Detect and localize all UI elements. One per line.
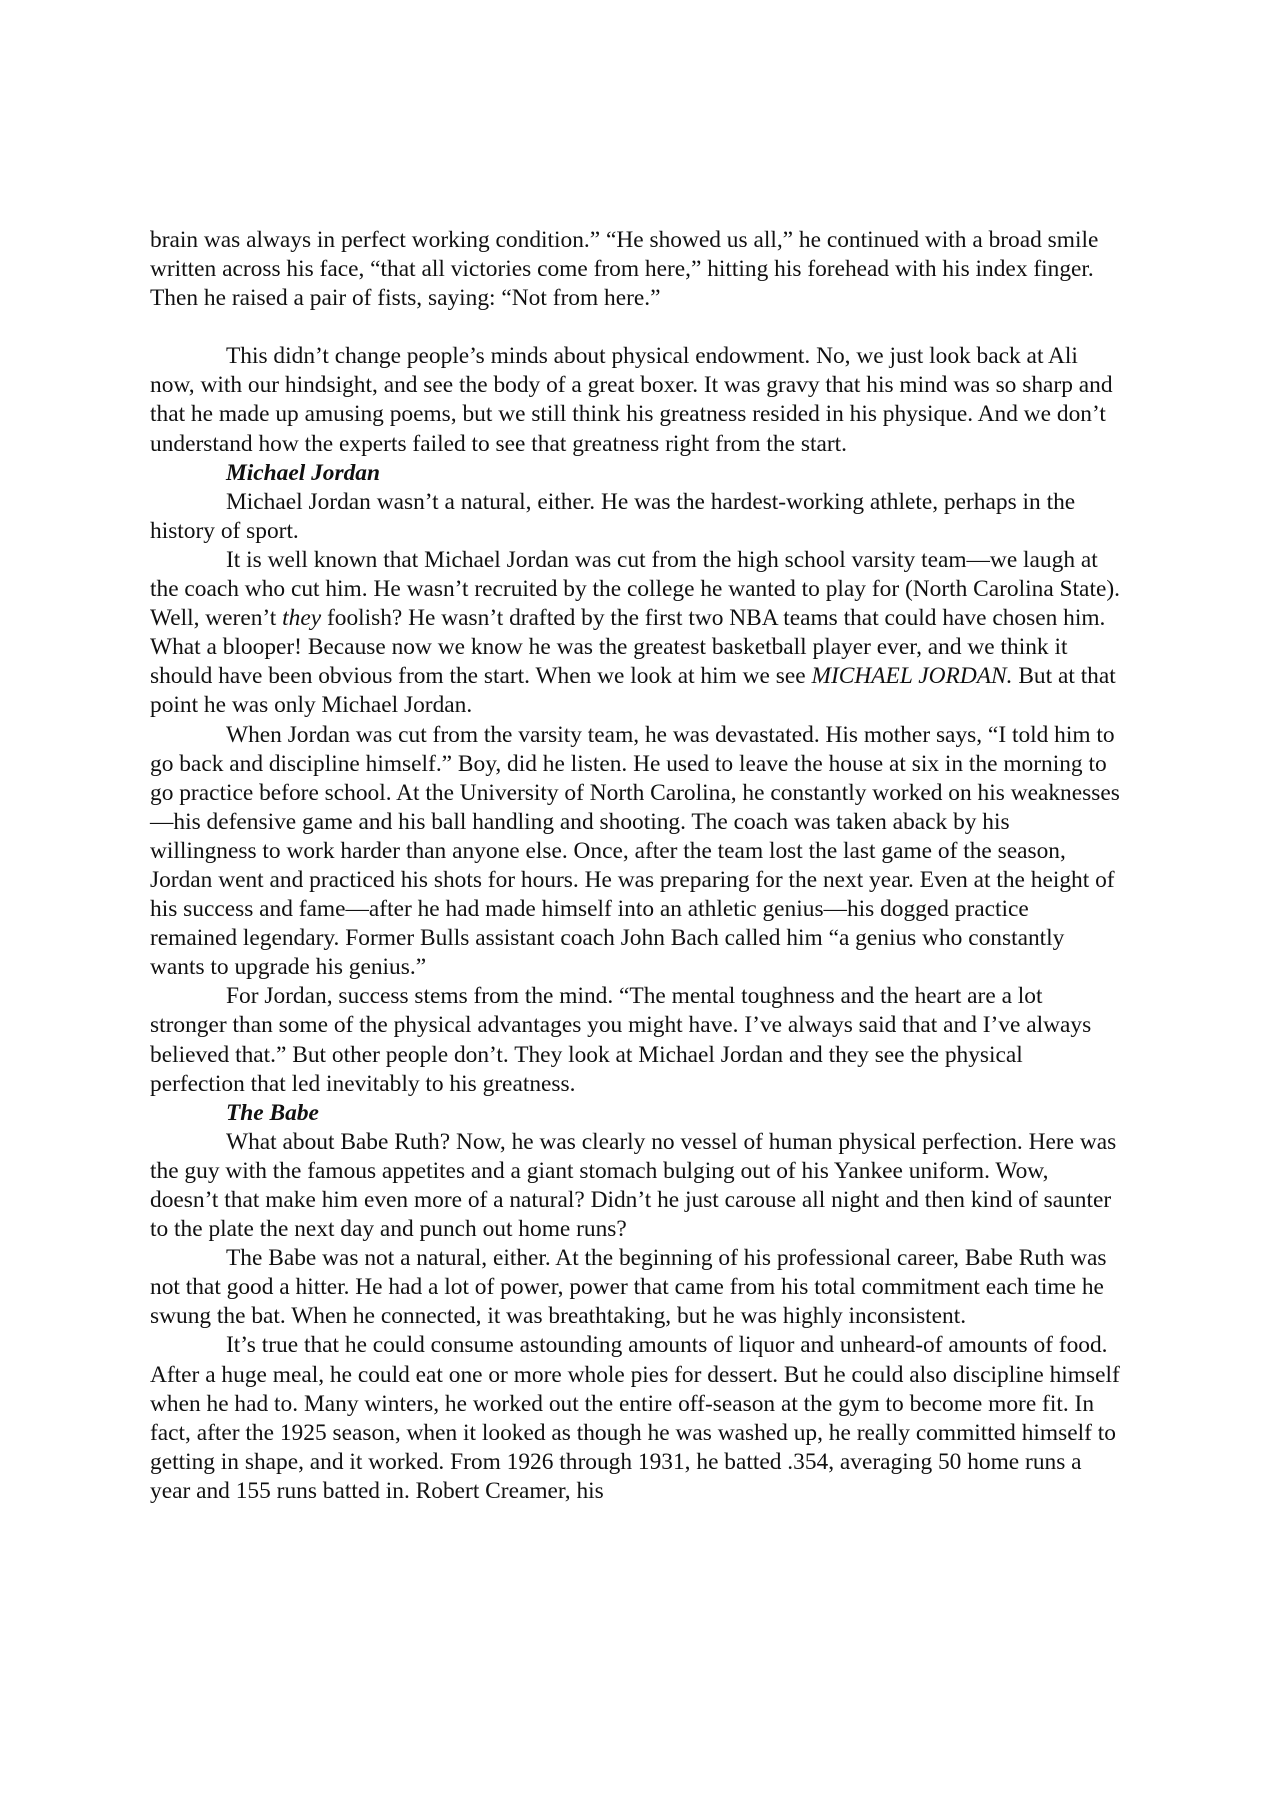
text-run: But at that point he was only Michael Jordan. (150, 663, 1116, 719)
body-paragraph (150, 721, 1120, 983)
text-run: It is well known that Michael Jordan was cut from the high school varsity team—we laugh at the coach who cut him. He wasn’t recruited by the college he wanted to play for (North Carolina State). Well, weren’t (150, 546, 1120, 632)
body-text (150, 226, 1120, 1506)
body-paragraph (150, 1331, 1120, 1506)
text-run: It’s true that he could consume astounding amounts of liquor and unheard-of amounts of food. After a huge meal, he could eat one or more whole pies for dessert. But he could also discipline himself when he had to. Many winters, he worked out the entire off-season at the gym to become more fit. In fact, after the 1925 season, when it looked as though he was washed up, he really committed himself to getting in shape, and it worked. From 1926 through 1931, he batted .354, averaging 50 home runs a year and 155 runs batted in. Robert Creamer, his (150, 1332, 1120, 1504)
text-run: Michael Jordan (226, 459, 381, 486)
italic-text: they (282, 605, 322, 632)
body-paragraph (150, 342, 1120, 458)
italic-text: MICHAEL JORDAN. (811, 663, 1013, 690)
text-run: brain was always in perfect working condition.” “He showed us all,” he continued with a broad smile written across his face, “that all victories come from here,” hitting his forehead with his index finger. Then he raised a pair of fists, saying: “Not from here.” (150, 227, 1099, 312)
text-run: When Jordan was cut from the varsity team, he was devastated. His mother says, “I told him to go back and discipline himself.” Boy, did he listen. He used to leave the house at six in the morning to go practice before school. At the University of North Carolina, he constantly worked on his weaknesses—his defensive game and his ball handling and shooting. The coach was taken aback by his willingness to work harder than anyone else. Once, after the team lost the last game of the season, Jordan went and practiced his shots for hours. He was preparing for the next year. Even at the height of his success and fame—after he had made himself into an athletic genius—his dogged practice remained legendary. Former Bulls assistant coach John Bach called him “a genius who constantly wants to upgrade his genius.” (150, 721, 1120, 981)
text-run: This didn’t change people’s minds about physical endowment. No, we just look back at Ali now, with our hindsight, and see the body of a great boxer. It was gravy that his mind was so sharp and that he made up amusing poems, but we still think his greatness resided in his physique. And we don’t understand how the experts failed to see that greatness right from the start. (150, 343, 1113, 457)
section-heading (150, 1099, 1120, 1128)
text-run: What about Babe Ruth? Now, he was clearly no vessel of human physical perfection. Here was the guy with the famous appetites and a giant stomach bulging out of his Yankee uniform. Wow, doesn’t that make him even more of a natural? Didn’t he just carouse all night and then kind of saunter to the plate the next day and punch out home runs? (150, 1128, 1117, 1243)
text-run: Michael Jordan wasn’t a natural, either. He was the hardest-working athlete, perhaps in the history of sport. (150, 488, 1076, 544)
text-run: The Babe (226, 1099, 319, 1126)
text-run: foolish? He wasn’t drafted by the first two NBA teams that could have chosen him. What a blooper! Because now we know he was the greatest basketball player ever, and we think it should have been obvious from the start. When we look at him we see (150, 605, 1106, 690)
section-heading (150, 459, 1120, 488)
body-paragraph (150, 982, 1120, 1098)
text-run: For Jordan, success stems from the mind. “The mental toughness and the heart are a lot stronger than some of the physical advantages you might have. I’ve always said that and I’ve always believed that.” But other people don’t. They look at Michael Jordan and they see the physical perfection that led inevitably to his greatness. (150, 983, 1092, 1097)
body-paragraph (150, 488, 1120, 546)
body-paragraph (150, 1128, 1120, 1244)
text-run: The Babe was not a natural, either. At the beginning of his professional career, Babe Ruth was not that good a hitter. He had a lot of power, power that came from his total commitment each time he swung the bat. When he connected, it was breathtaking, but he was highly inconsistent. (150, 1245, 1107, 1330)
body-paragraph (150, 546, 1120, 721)
body-paragraph (150, 1244, 1120, 1331)
body-paragraph (150, 226, 1120, 313)
